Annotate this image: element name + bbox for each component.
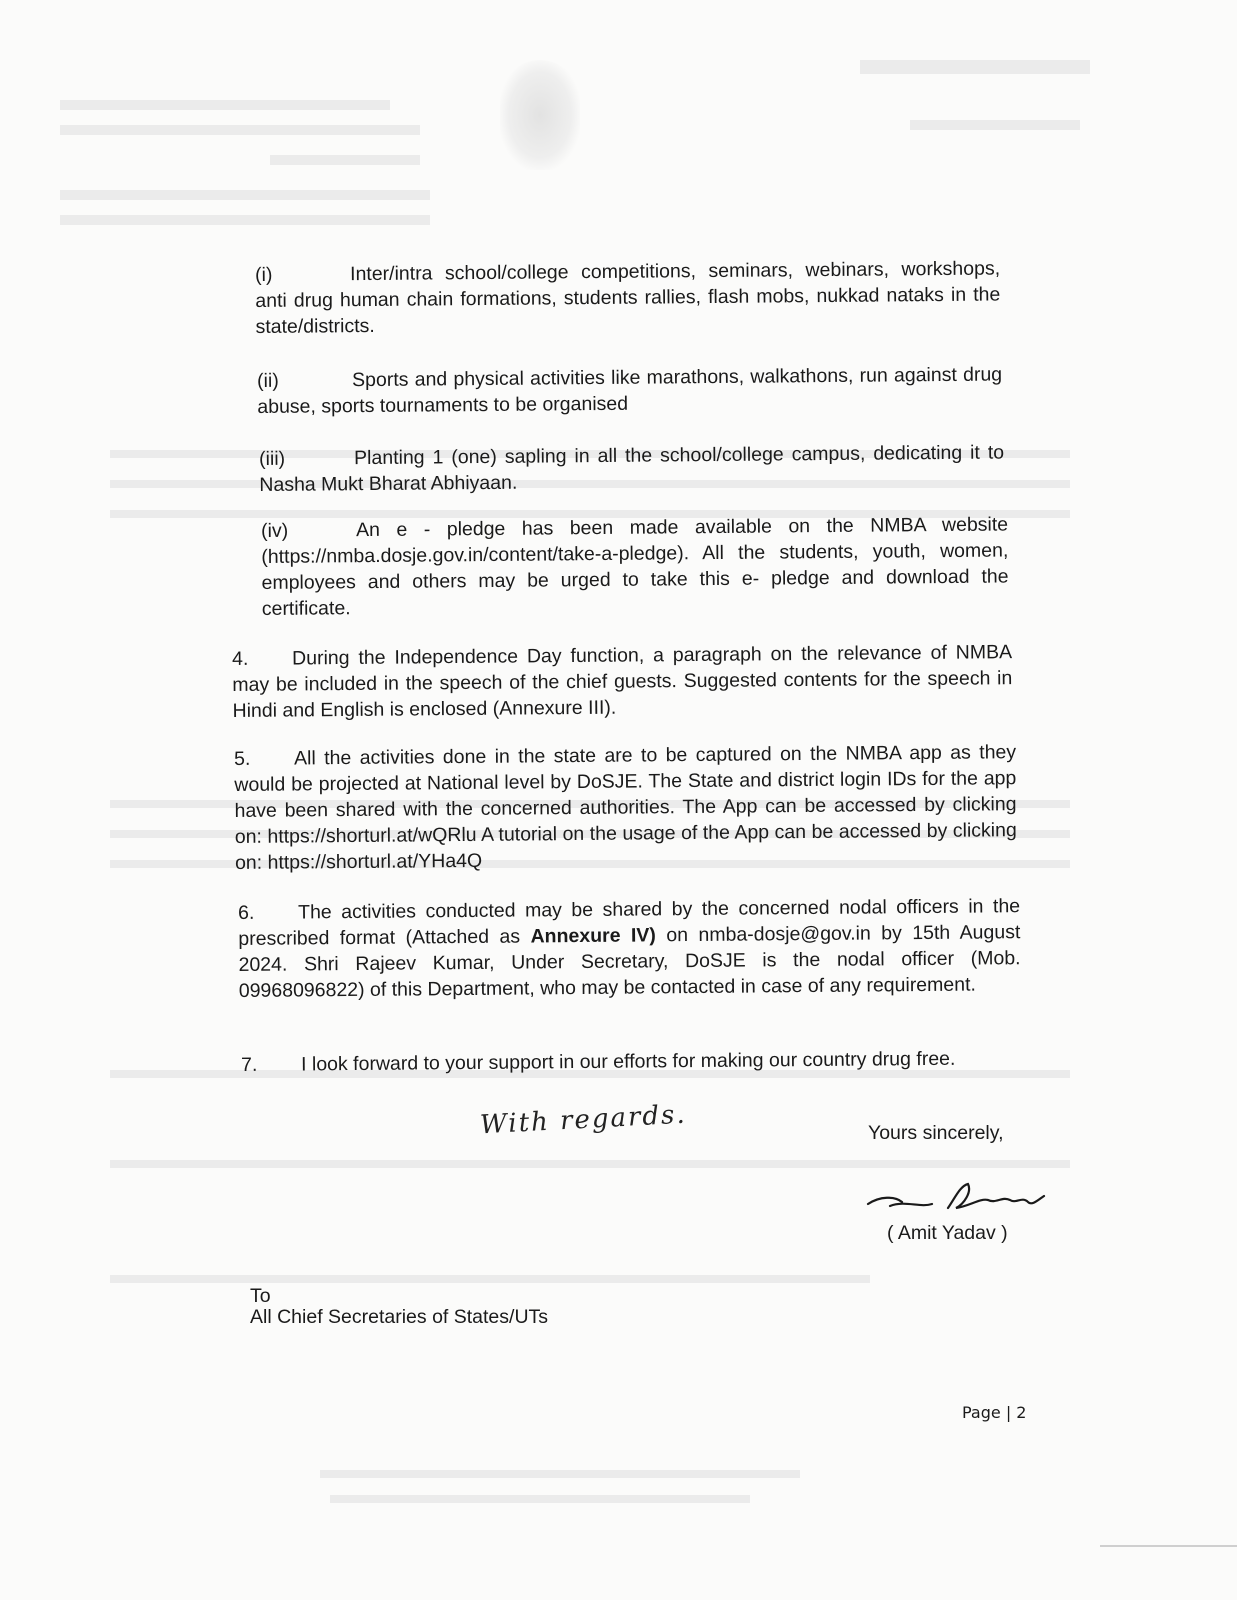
ghost-line	[110, 1160, 1070, 1168]
paragraph	[232, 639, 1013, 724]
annexure-reference: Annexure IV)	[530, 924, 656, 948]
ghost-line	[330, 1495, 750, 1503]
paragraph	[238, 893, 1021, 1004]
ghost-line	[60, 190, 430, 200]
page-number: Page | 2	[962, 1403, 1027, 1422]
ghost-line	[860, 60, 1090, 74]
signatory-name: ( Amit Yadav )	[887, 1222, 1008, 1244]
list-item	[257, 361, 1002, 419]
signature-icon	[860, 1178, 1050, 1218]
ghost-line	[110, 1275, 870, 1283]
paragraph-marker: 6.	[238, 901, 255, 924]
handwritten-note: With regards.	[479, 1099, 688, 1141]
list-item	[259, 439, 1004, 497]
list-item	[255, 255, 1001, 339]
ghost-line	[320, 1470, 800, 1478]
item-text: Sports and physical activities like marathons, walkathons, run against drug abuse, sports tournaments to be organised	[257, 363, 1003, 418]
item-marker: (iv)	[261, 519, 289, 542]
closing: Yours sincerely,	[868, 1122, 1004, 1144]
item-text: Inter/intra school/college competitions, seminars, webinars, workshops, anti drug human chain formations, students rallies, flash mobs, nukkad nataks in the state/districts.	[255, 257, 1001, 338]
paragraph	[234, 739, 1017, 876]
item-text: Planting 1 (one) sapling in all the school/college campus, dedicating it to Nasha Mukt Bharat Abhiyaan.	[259, 441, 1005, 496]
paragraph-marker: 5.	[234, 747, 251, 770]
paragraph-text-after: on nmba-dosje@gov.in by 15th August 2024. Shri Rajeev Kumar, Under Secretary, DoSJE is the nodal officer (Mob. 09968096822) of this Department, who may be contacted in case of any requirement.	[238, 921, 1021, 1002]
item-marker: (i)	[255, 263, 273, 286]
ghost-line	[910, 120, 1080, 130]
item-text: An e - pledge has been made available on the NMBA website (https://nmba.dosje.gov.in/content/take-a-pledge). All the students, youth, women, employees and others may be urged to take this e- pledge and download the certificate.	[261, 513, 1009, 620]
paragraph-text: All the activities done in the state are to be captured on the NMBA app as they would be projected at National level by DoSJE. The State and district login IDs for the app have been shared with the concerned authorities. The App can be accessed by clicking on: https://shorturl.at/wQRlu A tutorial on the usage of the App can be accessed by clicking on: https://shorturl.at/YHa4Q	[234, 741, 1017, 874]
ghost-line	[270, 155, 420, 165]
ghost-line	[60, 100, 390, 110]
paragraph-text-before: The activities conducted may be shared by the concerned nodal officers in the prescribed format (Attached as	[238, 895, 1021, 950]
list-item	[261, 511, 1009, 622]
paragraph-text: I look forward to your support in our efforts for making our country drug free.	[301, 1047, 956, 1076]
to-label: To	[250, 1285, 271, 1307]
scan-edge-divider	[1100, 1545, 1237, 1547]
ghost-emblem-icon	[500, 60, 580, 170]
ghost-line	[60, 215, 430, 225]
ghost-line	[60, 125, 420, 135]
paragraph-text: During the Independence Day function, a paragraph on the relevance of NMBA may be included in the speech of the chief guests. Suggested contents for the speech in Hindi and English is enclosed (Annexure III).	[232, 641, 1013, 722]
item-marker: (iii)	[259, 447, 286, 470]
item-marker: (ii)	[257, 369, 279, 392]
paragraph-marker: 4.	[232, 647, 249, 670]
recipient: All Chief Secretaries of States/UTs	[250, 1306, 549, 1328]
paragraph-marker: 7.	[241, 1053, 258, 1076]
